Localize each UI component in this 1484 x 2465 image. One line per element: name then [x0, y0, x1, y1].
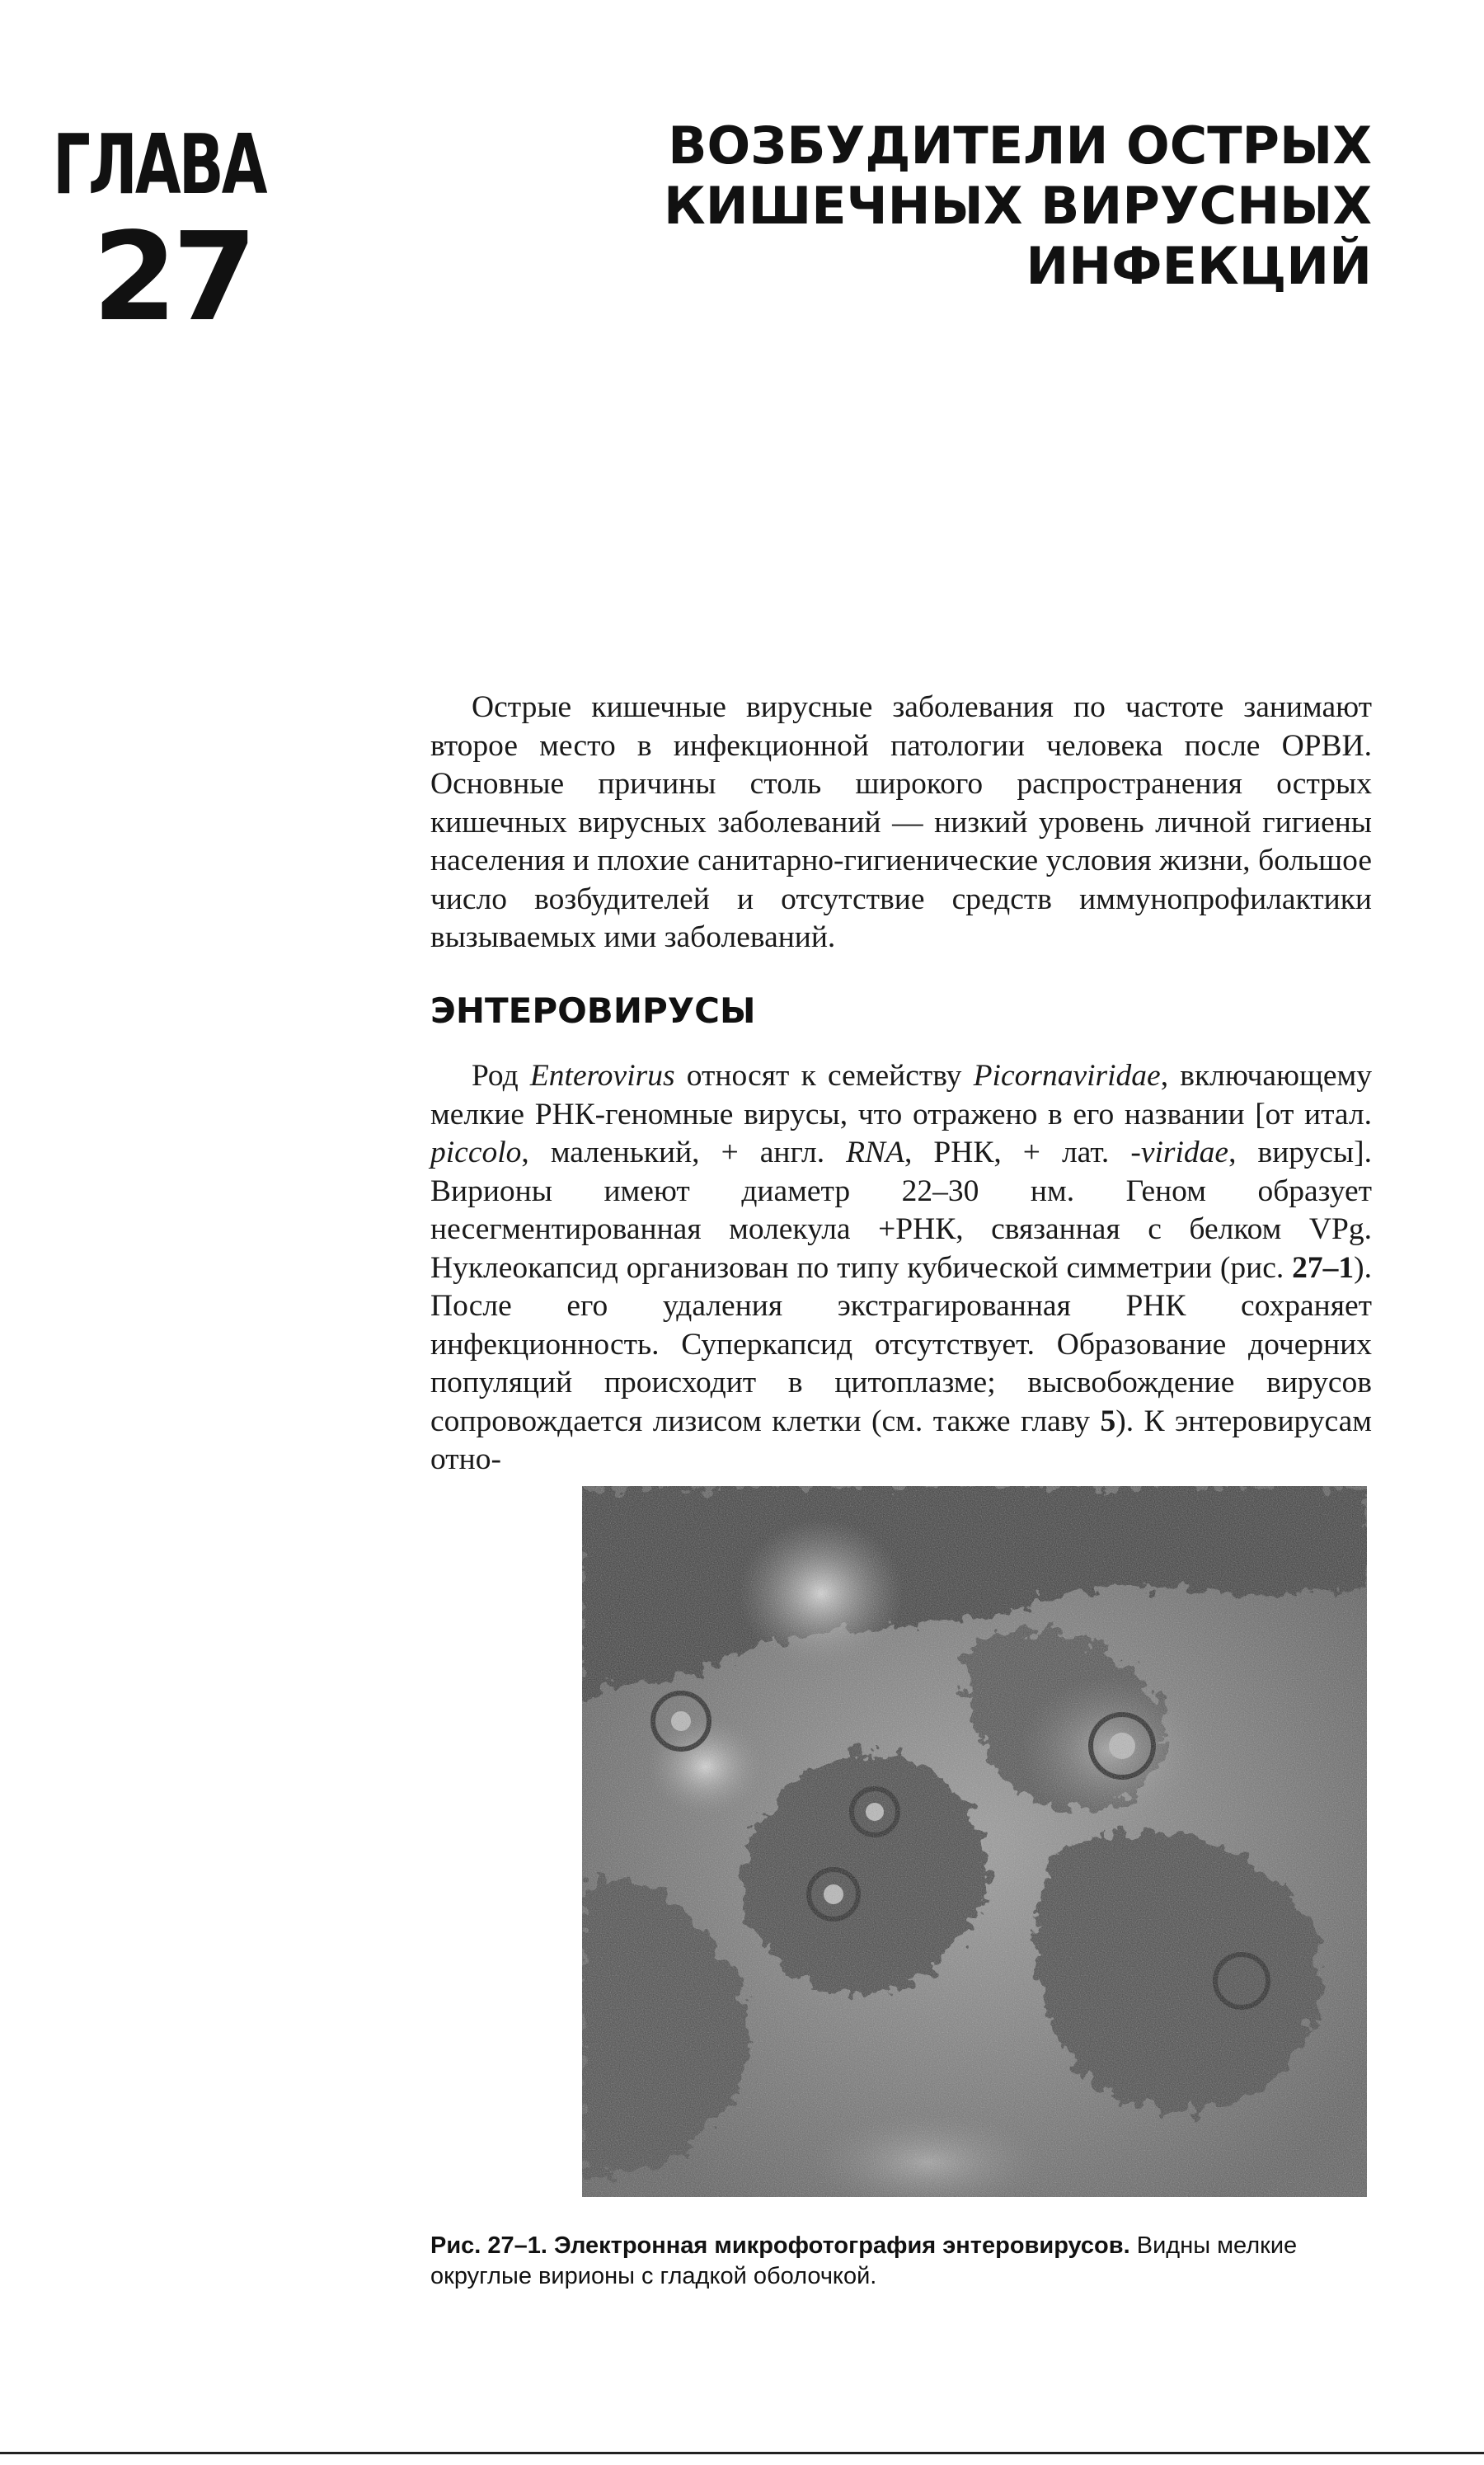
caption-text: Видны мелкие округлые вирионы с гладкой оболочкой.: [430, 2232, 1298, 2289]
enterovirus-paragraph: Род Enterovirus относят к семейству Picornaviridae, включающему мелкие РНК-геномные вирусы, что отражено в его названии [от итал. piccolo, маленький, + англ. RNA, РНК, + лат. -viridae, вирусы]. Вирионы имеют диаметр 22–30 нм. Геном образует несегментированная молекула +РНК, связанная с белком VPg. Нуклеокапсид организован по типу кубической симметрии (рис. 27–1). После его удаления экстрагированная РНК сохраняет инфекционность. Суперкапсид отсутствует. Образование дочерних популяций происходит в цитоплазме; высвобождение вирусов сопровождается лизисом клетки (см. также главу 5). К энтеровирусам отно-: [430, 1059, 1373, 1476]
chapter-label: ГЛАВА: [53, 116, 265, 213]
chapter-title-line: ИНФЕКЦИЙ: [1026, 236, 1372, 296]
intro-text: Острые кишечные вирусные заболевания по частоте занимают второе место в инфекционной патологии человека после ОРВИ. Основные причины столь широкого распространения острых кишечных вирусных заболеваний — низкий уровень личной гигиены населения и плохие санитарно-гигиенические условия жизни, большое число возбудителей и отсутствие средств иммунопрофилактики вызываемых ими заболеваний.: [430, 690, 1372, 954]
section-heading: ЭНТЕРОВИРУСЫ: [430, 990, 756, 1031]
chapter-reference: 5: [1100, 1404, 1116, 1438]
chapter-title-line: ВОЗБУДИТЕЛИ ОСТРЫХ: [668, 115, 1372, 176]
term-viridae: -viridae: [1130, 1136, 1229, 1169]
term-rna: RNA: [846, 1136, 904, 1169]
intro-paragraph: [430, 689, 1372, 957]
electron-micrograph: [582, 1486, 1367, 2197]
chapter-number: 27: [92, 206, 252, 348]
term-piccolo: piccolo: [430, 1136, 522, 1169]
chapter-title-line: КИШЕЧНЫХ ВИРУСНЫХ: [664, 176, 1372, 236]
genus-name: Enterovirus: [529, 1059, 675, 1093]
figure-caption: [430, 2231, 1370, 2292]
family-name: Picornaviridae: [973, 1059, 1161, 1093]
caption-title: Рис. 27–1. Электронная микрофотография энтеровирусов.: [430, 2232, 1130, 2259]
figure-reference: 27–1: [1292, 1250, 1355, 1285]
page-bottom-rule: [0, 2452, 1484, 2454]
chapter-title: [547, 115, 1372, 296]
